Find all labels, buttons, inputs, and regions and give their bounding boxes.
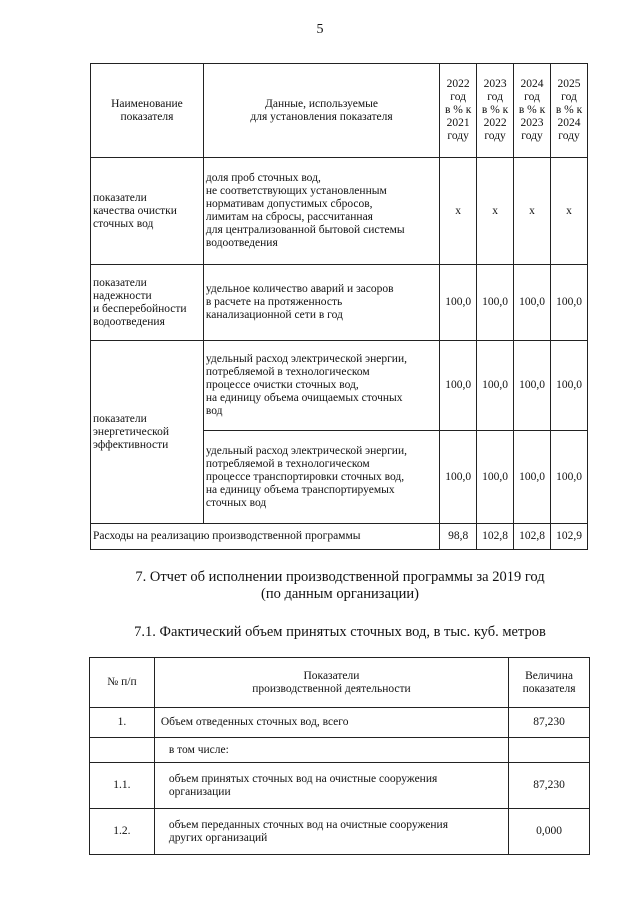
- group-name-energy: показатели энергетической эффективности: [91, 341, 204, 524]
- table-row: [91, 265, 588, 341]
- value-2024: 100,0: [514, 341, 551, 431]
- table-row: [90, 763, 590, 809]
- value-2025: 100,0: [551, 265, 588, 341]
- volume-header-row: [90, 658, 590, 708]
- total-2025: 102,9: [551, 524, 588, 550]
- row-value: [509, 738, 590, 763]
- row-desc: доля проб сточных вод, не соответствующих установленным нормативам допустимых сбросов, лимитам на сбросы, рассчитанная для централизованной бытовой системы водоотведения: [203, 158, 439, 265]
- row-desc: удельный расход электрической энергии, потребляемой в технологическом процессе очистки сточных вод, на единицу объема очищаемых сточных вод: [203, 341, 439, 431]
- row-num: 1.: [90, 708, 155, 738]
- row-num: 1.2.: [90, 809, 155, 855]
- table-row: [90, 809, 590, 855]
- header-indicator-name: Наименование показателя: [91, 64, 204, 158]
- header-indicators: Показатели производственной деятельности: [154, 658, 508, 708]
- page-number: 5: [316, 22, 324, 37]
- total-row: [91, 524, 588, 550]
- row-value: 0,000: [509, 809, 590, 855]
- total-2024: 102,8: [514, 524, 551, 550]
- row-text: в том числе:: [154, 738, 508, 763]
- value-2022: 100,0: [440, 341, 477, 431]
- value-2022: 100,0: [440, 265, 477, 341]
- row-value: 87,230: [509, 763, 590, 809]
- total-2023: 102,8: [477, 524, 514, 550]
- value-2023: 100,0: [477, 341, 514, 431]
- wastewater-volume-table: [89, 657, 590, 855]
- value-2025: х: [551, 158, 588, 265]
- section-7-1-heading: 7.1. Фактический объем принятых сточных вод, в тыс. куб. метров: [134, 624, 546, 640]
- value-2022: х: [440, 158, 477, 265]
- row-num: [90, 738, 155, 763]
- value-2022: 100,0: [440, 431, 477, 524]
- group-name-quality: показатели качества очистки сточных вод: [91, 158, 204, 265]
- header-num: № п/п: [90, 658, 155, 708]
- row-desc: удельный расход электрической энергии, потребляемой в технологическом процессе транспортировки сточных вод, на единицу объема транспортируемых сточных вод: [203, 431, 439, 524]
- value-2025: 100,0: [551, 431, 588, 524]
- header-value: Величина показателя: [509, 658, 590, 708]
- value-2024: х: [514, 158, 551, 265]
- value-2025: 100,0: [551, 341, 588, 431]
- value-2024: 100,0: [514, 431, 551, 524]
- row-text: Объем отведенных сточных вод, всего: [154, 708, 508, 738]
- table-row: [90, 708, 590, 738]
- table-row: [90, 738, 590, 763]
- table-row: [91, 158, 588, 265]
- header-year-2023: 2023 год в % к 2022 году: [477, 64, 514, 158]
- header-year-2024: 2024 год в % к 2023 году: [514, 64, 551, 158]
- row-text: объем принятых сточных вод на очистные сооружения организации: [154, 763, 508, 809]
- section-7-heading: 7. Отчет об исполнении производственной программы за 2019 год (по данным организации): [135, 569, 545, 602]
- header-year-2025: 2025 год в % к 2024 году: [551, 64, 588, 158]
- group-name-reliability: показатели надежности и бесперебойности водоотведения: [91, 265, 204, 341]
- row-num: 1.1.: [90, 763, 155, 809]
- value-2024: 100,0: [514, 265, 551, 341]
- total-2022: 98,8: [440, 524, 477, 550]
- row-desc: удельное количество аварий и засоров в расчете на протяженность канализационной сети в год: [203, 265, 439, 341]
- total-label: Расходы на реализацию производственной программы: [91, 524, 440, 550]
- indicators-header-row: [91, 64, 588, 158]
- header-data-used: Данные, используемые для установления показателя: [203, 64, 439, 158]
- value-2023: х: [477, 158, 514, 265]
- value-2023: 100,0: [477, 431, 514, 524]
- table-row: [91, 341, 588, 431]
- indicators-table: [90, 63, 588, 550]
- row-text: объем переданных сточных вод на очистные сооружения других организаций: [154, 809, 508, 855]
- row-value: 87,230: [509, 708, 590, 738]
- header-year-2022: 2022 год в % к 2021 году: [440, 64, 477, 158]
- value-2023: 100,0: [477, 265, 514, 341]
